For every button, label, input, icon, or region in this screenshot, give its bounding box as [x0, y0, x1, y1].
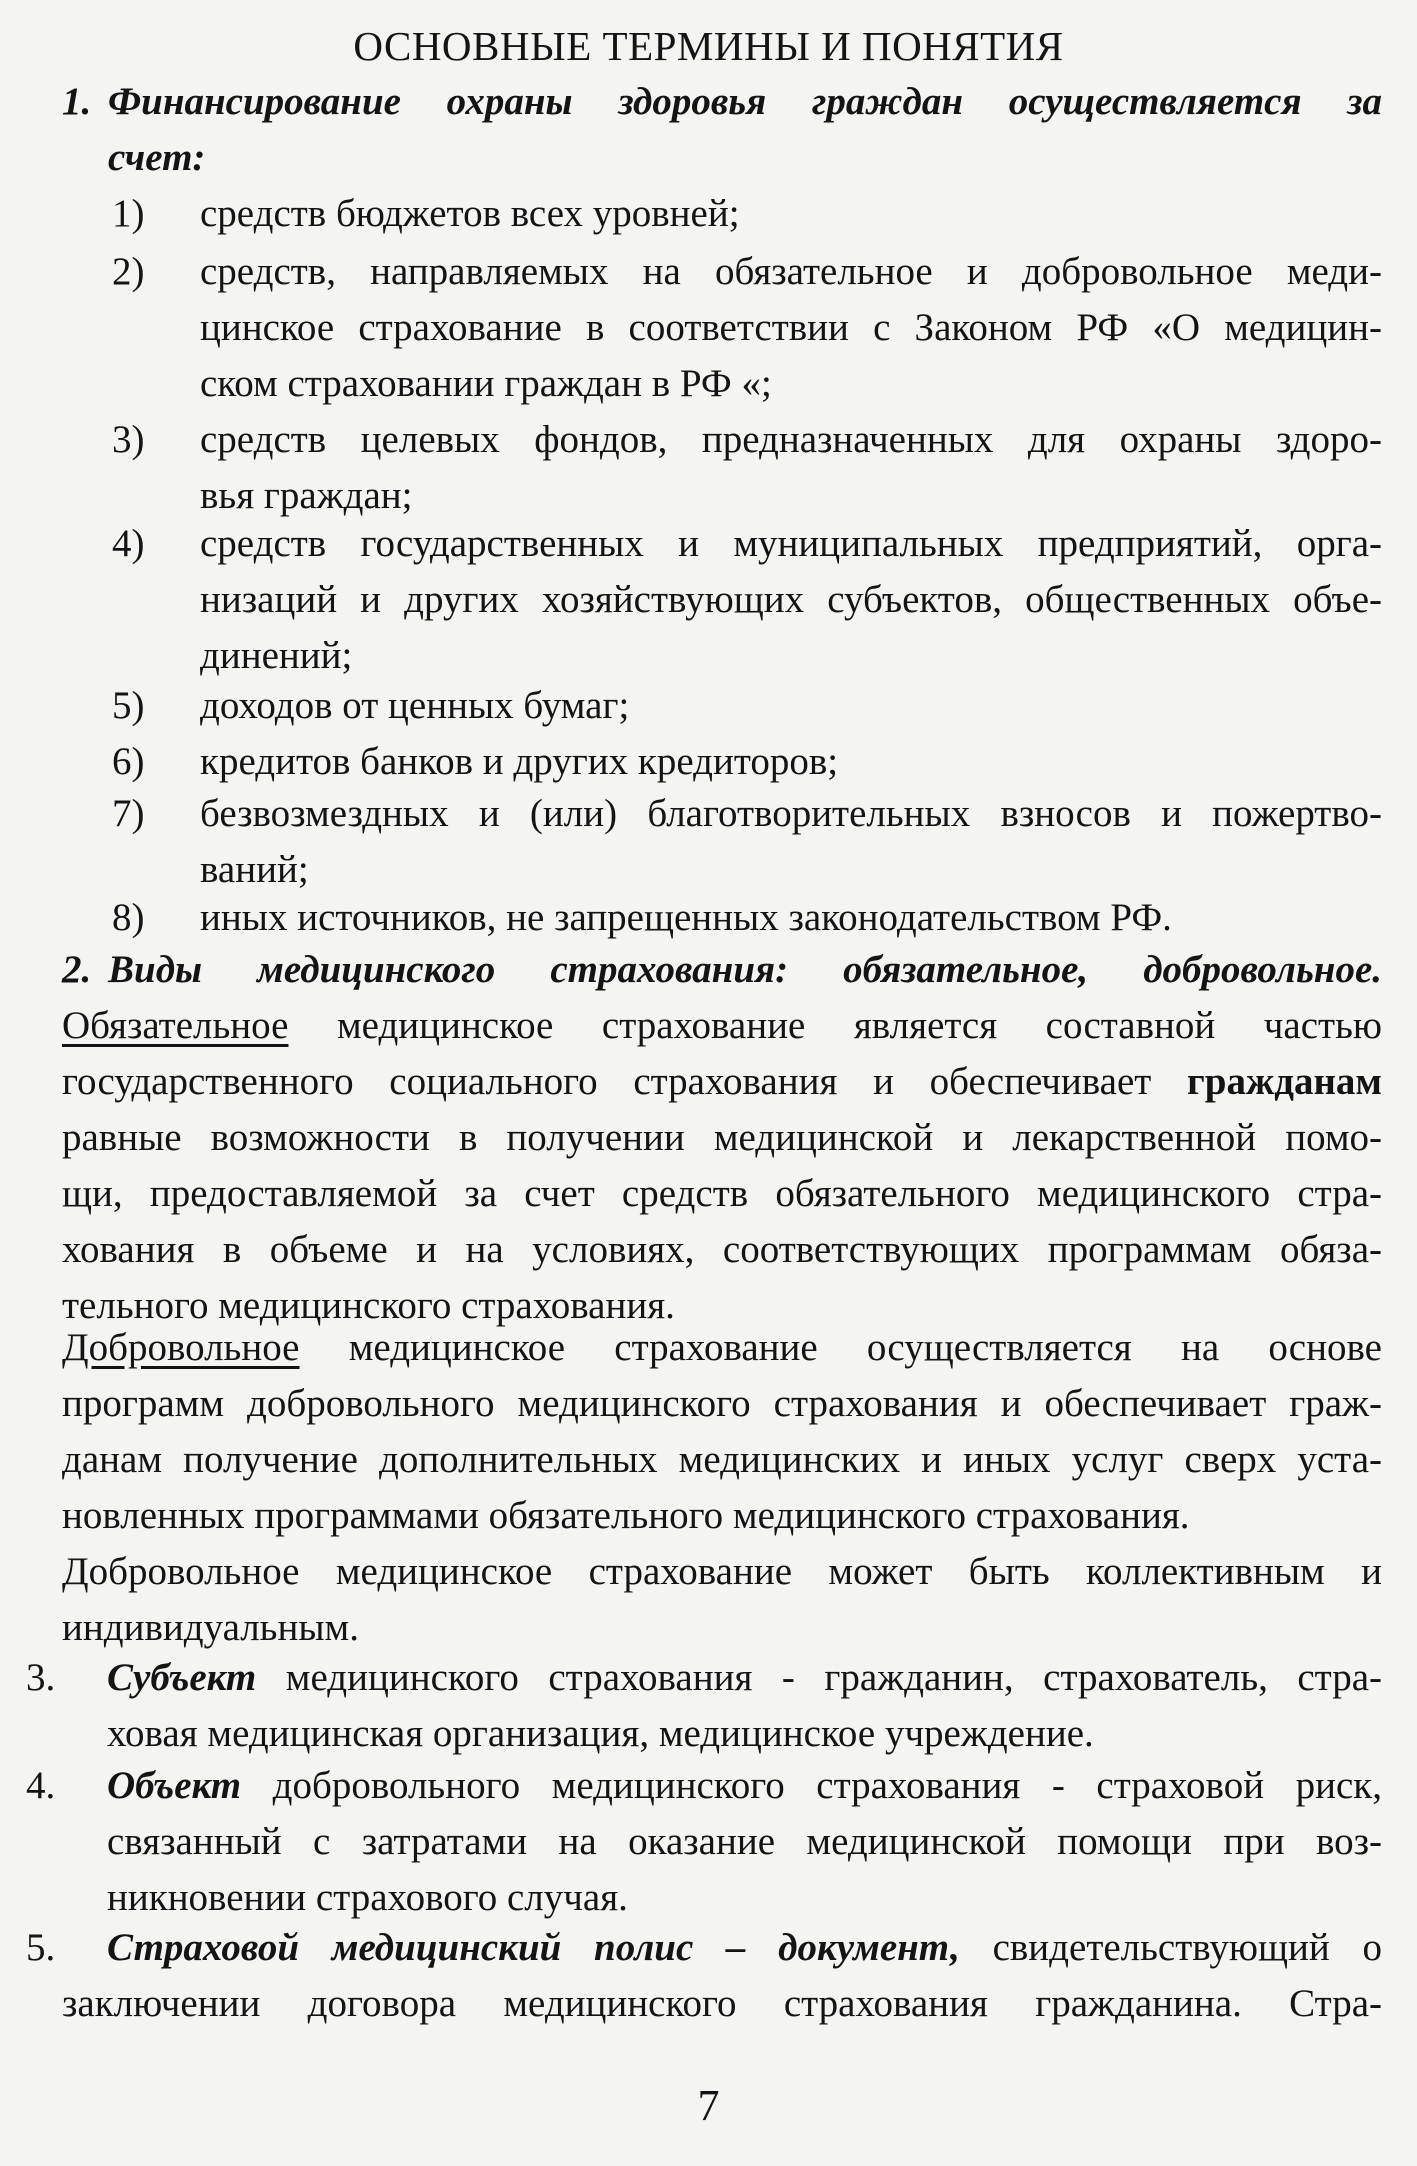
- section-number: 2.: [62, 948, 92, 991]
- list-item-line: динений;: [200, 634, 353, 677]
- term-bold-italic: Субъект: [107, 1656, 257, 1699]
- paragraph-line: никновении страхового случая.: [107, 1876, 628, 1919]
- paragraph-line: новленных программами обязательного медицинского страхования.: [62, 1494, 1190, 1537]
- list-item-number: 6): [112, 740, 145, 783]
- list-item-number: 7): [112, 792, 145, 835]
- list-item-number: 5): [112, 684, 145, 727]
- paragraph-text: медицинское страхование осуществляется на основе: [299, 1326, 1382, 1369]
- paragraph-line: заключении договора медицинского страхования гражданина. Стра-: [62, 1982, 1382, 2025]
- voluntary-insurance-paragraph: [62, 1320, 1382, 1656]
- section-4: [26, 1758, 1382, 1926]
- paragraph-line: щи, предоставляемой за счет средств обязательного медицинского стра-: [62, 1172, 1382, 1215]
- paragraph-text: свидетельствующий о: [959, 1926, 1382, 1969]
- paragraph-line: тельного медицинского страхования.: [62, 1284, 675, 1327]
- list-item-line: ваний;: [200, 848, 309, 891]
- list-item-line: доходов от ценных бумаг;: [200, 684, 630, 727]
- section-5: [26, 1920, 1382, 2032]
- list-item-line: цинское страхование в соответствии с Законом РФ «О медицин-: [200, 306, 1382, 349]
- list-item-line: ском страховании граждан в РФ «;: [200, 362, 772, 405]
- section-number: 4.: [26, 1764, 56, 1807]
- paragraph-line: ховая медицинская организация, медицинское учреждение.: [107, 1712, 1094, 1755]
- section-heading-line: счет:: [108, 136, 206, 179]
- page-number: 7: [697, 2081, 720, 2130]
- list-item-number: 2): [112, 250, 145, 293]
- paragraph-line: хования в объеме и на условиях, соответствующих программам обяза-: [62, 1228, 1382, 1271]
- paragraph-line: программ добровольного медицинского страхования и обеспечивает граж-: [62, 1382, 1382, 1425]
- term-underlined: Обязательное: [62, 1004, 289, 1047]
- term-bold-italic: Страховой медицинский полис – документ,: [107, 1926, 960, 1969]
- paragraph-text: государственного социального страхования и обеспечивает: [62, 1060, 1188, 1103]
- paragraph-text: медицинское страхование является составной частью: [288, 1004, 1382, 1047]
- list-item-line: безвозмездных и (или) благотворительных взносов и пожертво-: [200, 792, 1382, 835]
- term-bold-italic: Объект: [107, 1764, 242, 1807]
- section-heading-line: Финансирование охраны здоровья граждан осуществляется за: [108, 80, 1382, 123]
- list-item-line: средств целевых фондов, предназначенных для охраны здоро-: [200, 418, 1382, 461]
- section-number: 5.: [26, 1926, 56, 1969]
- paragraph-line: данам получение дополнительных медицинских и иных услуг сверх уста-: [62, 1438, 1382, 1481]
- term-underlined: Добровольное: [62, 1326, 300, 1369]
- paragraph-text: добровольного медицинского страхования - страховой риск,: [241, 1764, 1382, 1807]
- list-item-line: средств государственных и муниципальных предприятий, орга-: [200, 522, 1382, 565]
- bold-word: гражданам: [1187, 1060, 1382, 1103]
- paragraph-line: связанный с затратами на оказание медицинской помощи при воз-: [107, 1820, 1382, 1863]
- paragraph-line: индивидуальным.: [62, 1606, 359, 1649]
- list-item-line: вья граждан;: [200, 474, 413, 517]
- paragraph-text: медицинского страхования - гражданин, страхователь, стра-: [256, 1656, 1382, 1699]
- list-item-line: низаций и других хозяйствующих субъектов, общественных объе-: [200, 578, 1382, 621]
- paragraph-line: равные возможности в получении медицинской и лекарственной помо-: [62, 1116, 1382, 1159]
- mandatory-insurance-paragraph: [62, 998, 1382, 1334]
- section-number: 3.: [26, 1656, 56, 1699]
- list-item-number: 3): [112, 418, 145, 461]
- list-item-line: средств бюджетов всех уровней;: [200, 192, 740, 235]
- list-item-number: 8): [112, 896, 145, 939]
- list-item-line: кредитов банков и других кредиторов;: [200, 740, 839, 783]
- list-item-number: 1): [112, 192, 145, 235]
- section-number: 1.: [62, 80, 92, 123]
- paragraph-line: Добровольное медицинское страхование может быть коллективным и: [62, 1550, 1382, 1593]
- list-item-line: средств, направляемых на обязательное и добровольное меди-: [200, 250, 1382, 293]
- section-3: [26, 1650, 1382, 1762]
- list-item-number: 4): [112, 522, 145, 565]
- section-heading-line: Виды медицинского страхования: обязательное, добровольное.: [108, 948, 1382, 991]
- page-title: ОСНОВНЫЕ ТЕРМИНЫ И ПОНЯТИЯ: [353, 23, 1064, 69]
- list-item-line: иных источников, не запрещенных законодательством РФ.: [200, 896, 1172, 939]
